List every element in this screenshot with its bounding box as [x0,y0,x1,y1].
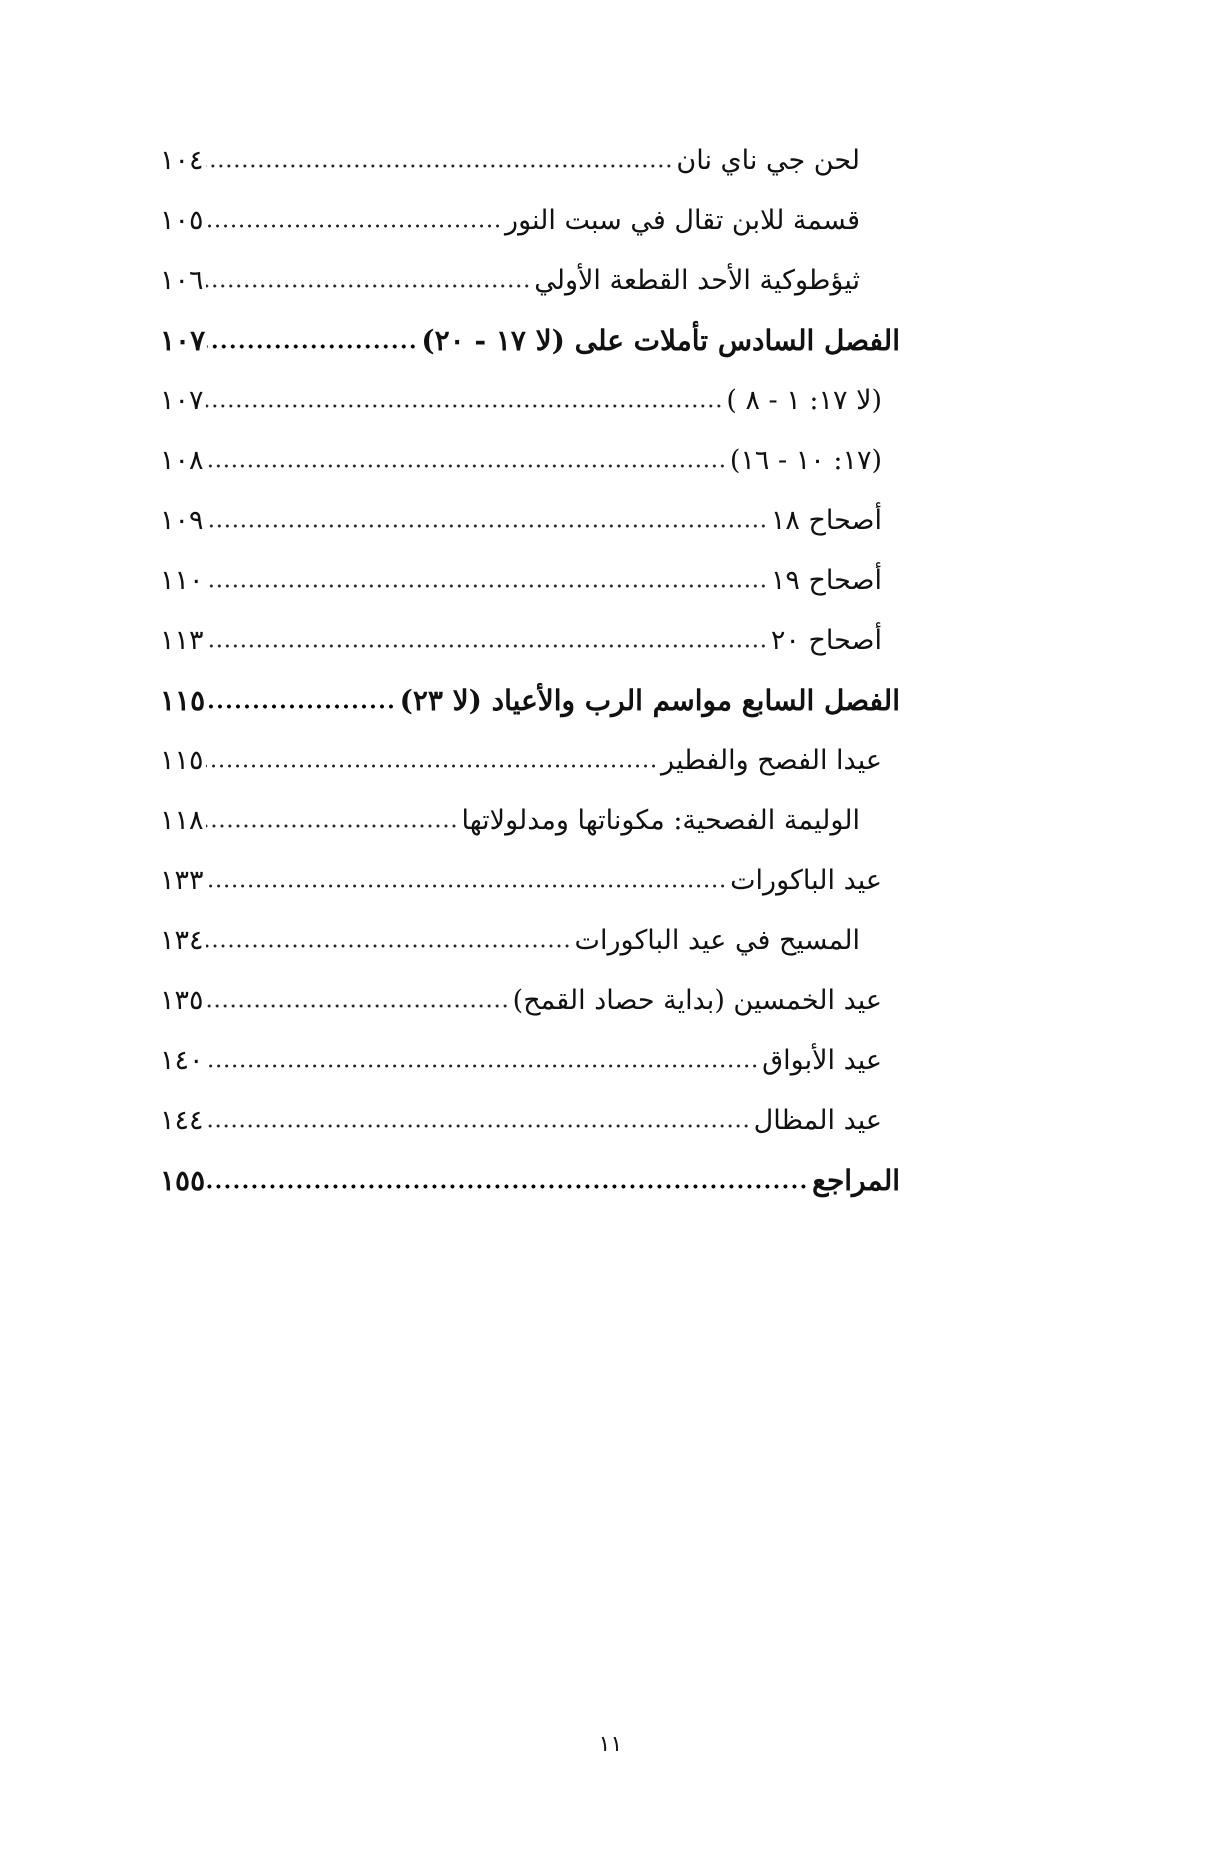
dot-leader [206,464,726,468]
toc-entry-page: ١٠٧ [160,323,206,357]
toc-entry [160,914,860,966]
toc-entry-page: ١٠٤ [160,144,204,176]
page-number: ١١ [598,1732,623,1757]
toc-entry-title: لحن جي ناي نان [676,144,860,176]
toc-chapter-entry [160,1154,900,1206]
toc-entry-title: الوليمة الفصحية: مكوناتها ومدلولاتها [461,804,860,836]
dot-leader [206,584,767,588]
toc-entry [160,974,882,1026]
toc-chapter-entry [160,314,900,366]
toc-entry-title: الفصل السابع مواسم الرب والأعياد (لا ٢٣) [399,683,900,717]
toc-entry-title: عيد الباكورات [730,864,882,896]
toc-entry-page: ١١٨ [160,804,204,836]
toc-entry [160,554,882,606]
toc-entry [160,254,860,306]
toc-entry-title: الفصل السادس تأملات على (لا ١٧ - ٢٠) [421,323,900,357]
toc-entry [160,1094,882,1146]
toc-entry-title: عيد المظال [753,1104,882,1136]
toc-entry-page: ١٣٥ [160,984,204,1016]
toc-entry-page: ١١٥ [160,683,206,717]
dot-leader [206,944,571,948]
toc-entry [160,134,860,186]
toc-entry-title: عيدا الفصح والفطير [661,744,882,776]
dot-leader [206,764,658,768]
toc-entry [160,734,882,786]
toc-entry [160,494,882,546]
toc-entry-title: المسيح في عيد الباكورات [574,924,860,956]
dot-leader [206,404,723,408]
dot-leader [207,344,417,349]
toc-entry-title: أصحاح ١٨ [770,504,882,536]
dot-leader [206,824,458,828]
dot-leader [206,1124,750,1128]
toc-entry [160,374,882,426]
dot-leader [206,644,767,648]
toc-entry [160,194,860,246]
toc-entry [160,794,860,846]
toc-entry-page: ١١٣ [160,624,204,656]
dot-leader [207,704,395,709]
toc-entry-page: ١٤٠ [160,1044,204,1076]
toc-entry-title: أصحاح ٢٠ [770,624,882,656]
toc-entry-page: ١٥٥ [160,1163,206,1197]
toc-chapter-entry [160,674,900,726]
toc-entry-title: ثيؤطوكية الأحد القطعة الأولي [534,264,860,296]
toc-entry-page: ١٠٧ [160,384,204,416]
toc-entry-title: عيد الأبواق [762,1044,882,1076]
toc-entry-page: ١٠٥ [160,204,204,236]
toc-entry-page: ١٣٣ [160,864,204,896]
toc-entry-title: المراجع [812,1163,900,1197]
toc-entry [160,434,882,486]
toc-entry-page: ١٤٤ [160,1104,204,1136]
dot-leader [206,1004,509,1008]
toc-entry [160,614,882,666]
toc-entry-page: ١٠٨ [160,444,204,476]
dot-leader [206,524,767,528]
toc-entry-title: عيد الخمسين (بداية حصاد القمح) [512,984,882,1016]
toc-entry [160,854,882,906]
toc-entry-page: ١٣٤ [160,924,204,956]
toc-entry [160,1034,882,1086]
toc-entry-title: أصحاح ١٩ [770,564,882,596]
toc-entry-page: ١١٠ [160,564,204,596]
dot-leader [207,1184,808,1189]
dot-leader [206,1064,759,1068]
dot-leader [206,224,502,228]
toc-entry-page: ١١٥ [160,744,204,776]
toc-entry-page: ١٠٩ [160,504,204,536]
dot-leader [206,284,531,288]
toc-entry-title: (١٧: ١٠ - ١٦) [729,444,882,476]
toc-entry-page: ١٠٦ [160,264,204,296]
toc-entry-title: قسمة للابن تقال في سبت النور [505,204,860,236]
dot-leader [206,164,673,168]
dot-leader [206,884,727,888]
toc-entry-title: (لا ١٧: ١ - ٨ ) [726,384,882,416]
